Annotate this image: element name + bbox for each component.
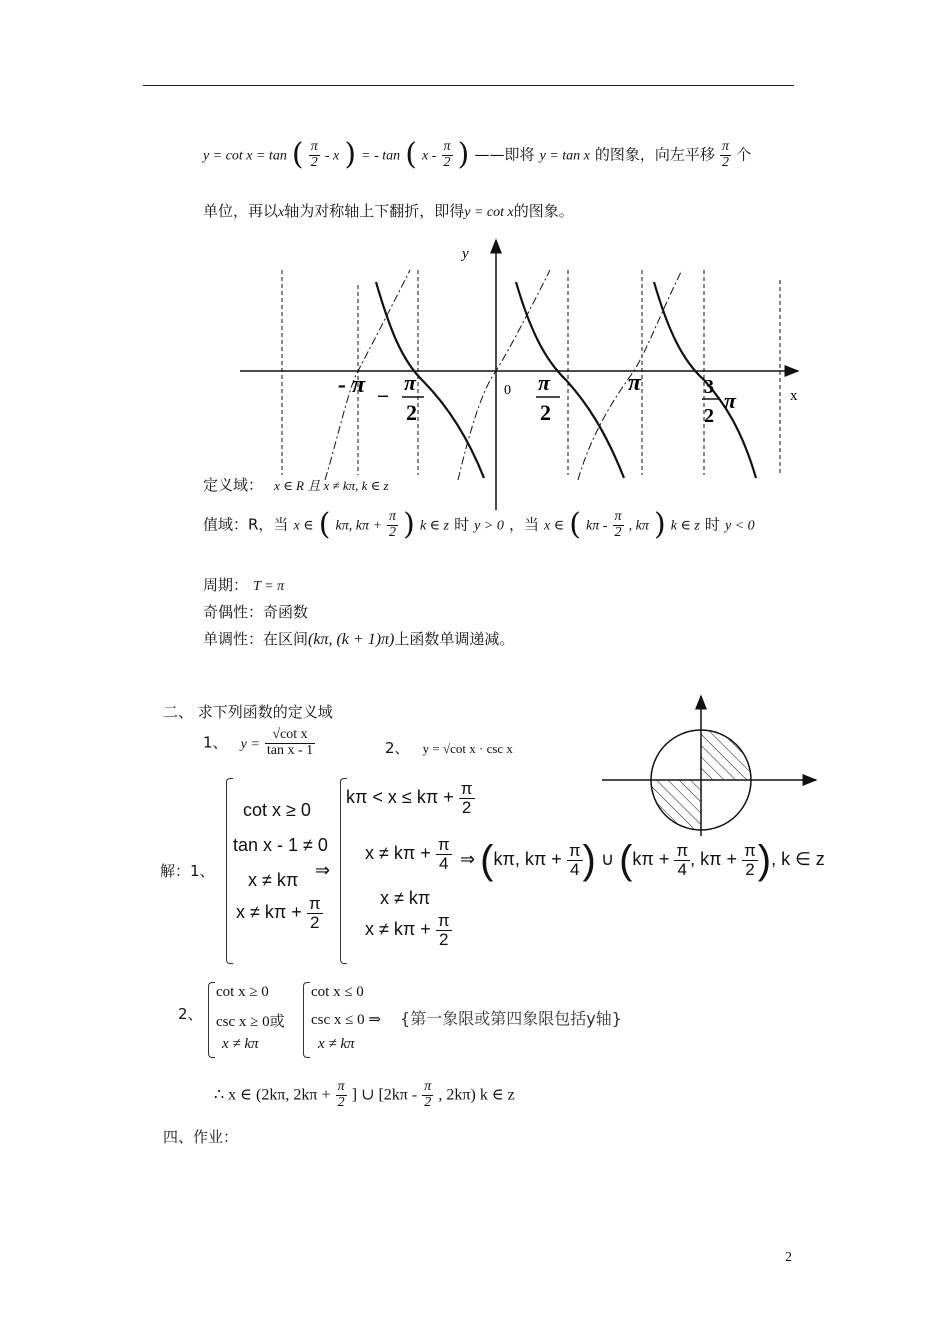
sys1-line-3: x ≠ kπ — [248, 870, 299, 890]
origin-label: 0 — [504, 383, 511, 398]
pi-over-2: $\frac{\pi}{2}$ — [310, 139, 318, 170]
pi-over-2: $\frac{\pi}{2}$ — [443, 139, 451, 170]
page-number: 2 — [785, 1250, 792, 1265]
result-1: ⇒ (kπ, kπ + $\frac{\pi}{4}$ ) ∪ (kπ + $\frac{\pi}{4}$ , kπ + $\frac{\pi}{2}$ ), k ∈ z — [460, 838, 825, 882]
sys2-line-4: x ≠ kπ + $\frac{\pi}{2}$ — [365, 911, 450, 949]
cot-graph — [230, 230, 810, 515]
ge-text: 个 — [736, 145, 752, 164]
section-2-title: 二、 求下列函数的定义域 — [163, 703, 333, 721]
neg-half-pi-den: 2 — [406, 400, 417, 425]
sys1-line-2: tan x - 1 ≠ 0 — [233, 835, 328, 855]
neg-pi-label: - π — [338, 372, 366, 398]
half-pi-num: π — [538, 370, 551, 395]
sys2-line-2: x ≠ kπ + $\frac{\pi}{4}$ — [365, 835, 450, 873]
domain-line: 定义域： x ∈ R 且 x ≠ kπ, k ∈ z — [203, 476, 389, 494]
system-b-brace — [303, 982, 310, 1058]
question-2: 2、 y = √cot x · csc x — [385, 739, 513, 757]
sys2-line-1: kπ < x ≤ kπ + $\frac{\pi}{2}$ — [346, 779, 473, 817]
y-axis-label: y — [462, 246, 469, 262]
sys1-line-4: x ≠ kπ + $\frac{\pi}{2}$ — [236, 894, 321, 932]
formula-line-2: 单位，再以x轴为对称轴上下翻折，即得y = cot x的图象。 — [203, 202, 574, 220]
section-4-title: 四、作业： — [163, 1128, 239, 1146]
final-result-2: ∴ x ∈ (2kπ, 2kπ + $\frac{\pi}{2}$ ] ∪ [2kπ - $\frac{\pi}{2}$ , 2kπ) k ∈ z — [214, 1079, 515, 1110]
minus-tan: = - tan — [361, 148, 401, 164]
minus-x: - x — [324, 148, 340, 164]
cot-tan-expression: y = cot x = tan — [203, 148, 287, 164]
sys1-line-1: cot x ≥ 0 — [243, 800, 311, 820]
neg-sign: _ — [378, 377, 388, 399]
solution-1-label: 解：1、 — [160, 862, 215, 880]
parity-line: 奇偶性：奇函数 — [203, 603, 309, 621]
question-1: 1、 y = $\frac{\text{√cot x}}{\text{tan x - 1}}$ — [203, 727, 314, 758]
cot-branch — [516, 282, 624, 478]
period-line: 周期： T = π — [203, 576, 285, 594]
quadrant-set: {第一象限或第四象限包括y轴} — [400, 1009, 622, 1028]
monotonic-line: 单调性：在区间(kπ, (k + 1)π)上函数单调递减。 — [203, 630, 515, 648]
system-a-brace — [208, 982, 215, 1058]
system-1-brace — [226, 778, 233, 964]
sys2-line-3: x ≠ kπ — [380, 888, 431, 908]
y-tan-x: y = tan x — [539, 148, 590, 164]
three-half-num: 3 — [704, 376, 714, 398]
three-half-pi: π — [724, 388, 737, 413]
x-minus: x - — [422, 148, 437, 164]
unit-circle-diagram — [600, 690, 822, 840]
implies-1: ⇒ — [315, 860, 331, 880]
shift-text: 的图象，向左平移 — [594, 145, 715, 164]
half-pi-den: 2 — [540, 400, 551, 425]
three-half-den: 2 — [704, 405, 714, 427]
dash-text: ——即将 — [474, 145, 535, 164]
formula-line-1: y = cot x = tan ( $\frac{\pi}{2}$ - x ) = - tan ( x - $\frac{\pi}{2}$ ) ——即将 y = tan x 的图象，向左平移 $\frac{\pi}{2}$ 个 — [203, 137, 752, 173]
pi-label: π — [628, 370, 642, 396]
pi-over-2: $\frac{\pi}{2}$ — [722, 139, 730, 170]
x-axis-label: x — [790, 388, 798, 404]
cot-branch — [376, 282, 484, 478]
neg-half-pi-num: π — [404, 370, 417, 395]
solution-2-label: 2、 — [178, 1005, 203, 1023]
range-line: 值域：R，当 x ∈ ( kπ, kπ + $\frac{\pi}{2}$ ) k ∈ z 时 y > 0 ，当 x ∈ ( kπ - $\frac{\pi}{2}$ , kπ ) k ∈ z 时 y < 0 — [203, 507, 755, 543]
header-rule — [143, 85, 794, 86]
